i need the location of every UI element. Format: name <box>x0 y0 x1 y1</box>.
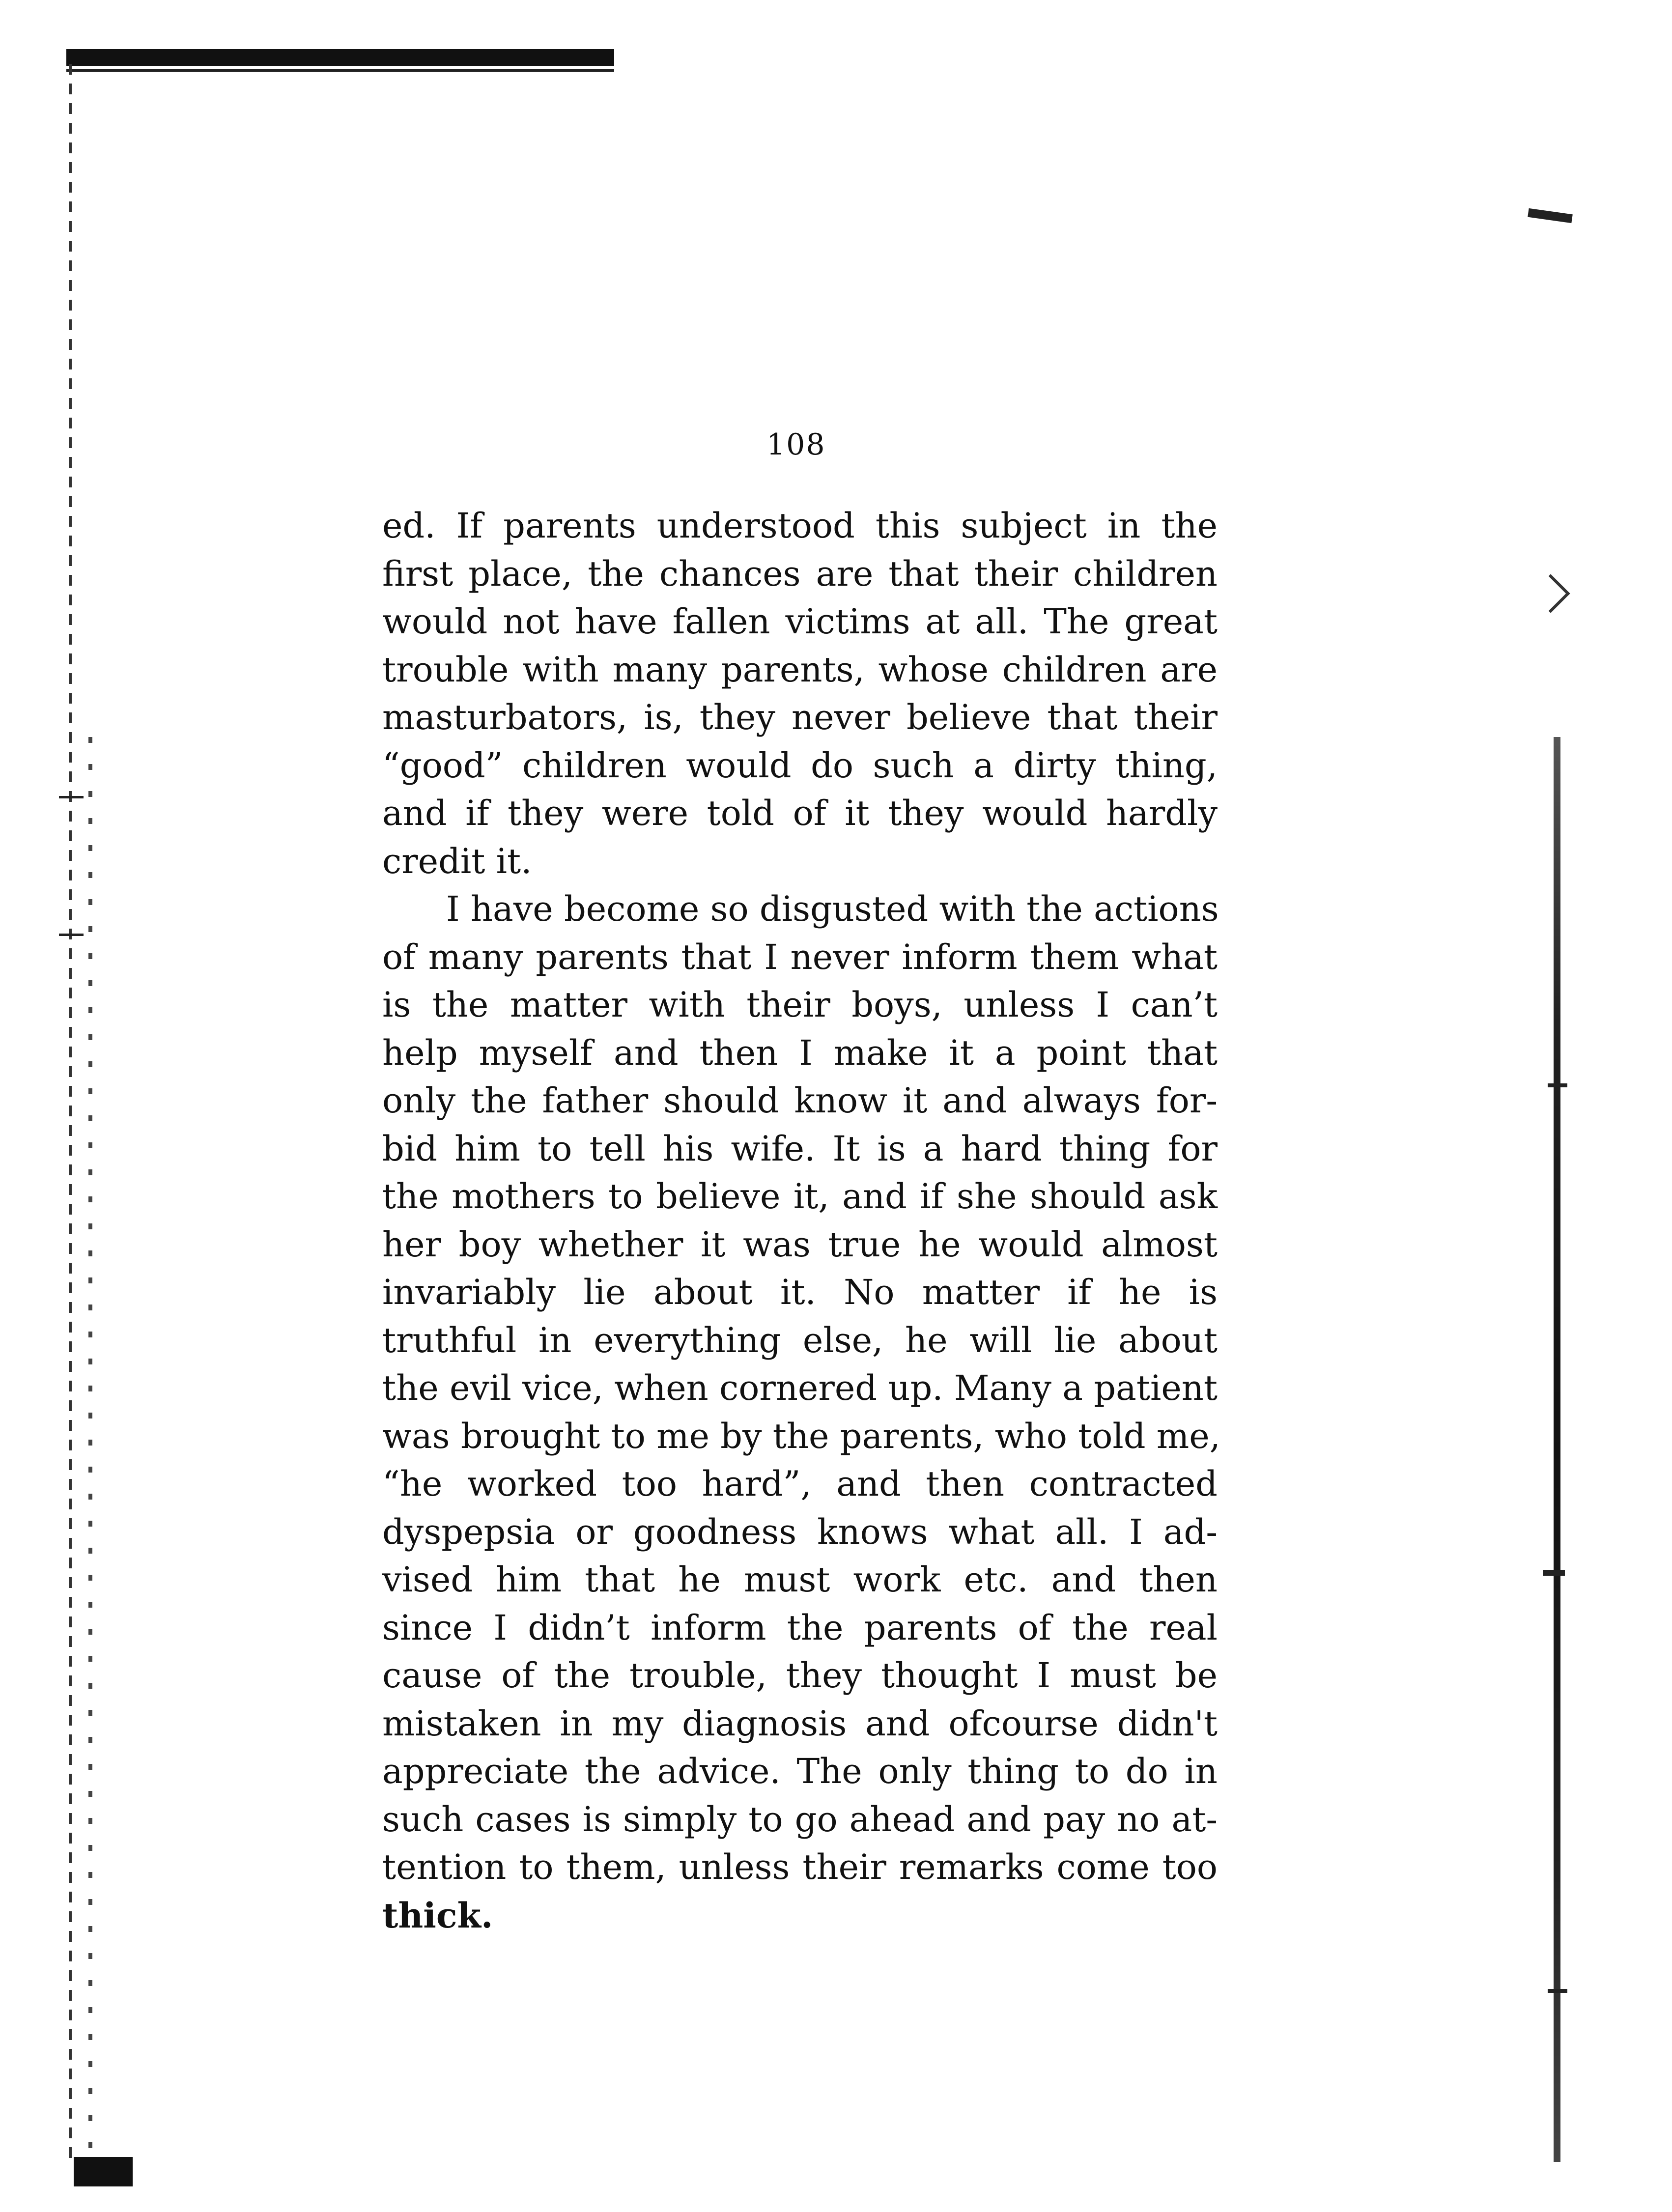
text-line: the evil vice, when cornered up. Many a patient <box>382 1368 1218 1408</box>
left-edge-tick <box>59 796 84 798</box>
text-line: cause of the trouble, they thought I must be <box>382 1655 1218 1696</box>
text-line: vised him that he must work etc. and then <box>382 1560 1218 1600</box>
left-scan-edge-inner <box>88 737 92 2162</box>
text-line: first place, the chances are that their children <box>382 553 1218 594</box>
right-scan-mark-top <box>1528 208 1573 223</box>
text-line: help myself and then I make it a point that <box>382 1032 1218 1073</box>
text-line: of many parents that I never inform them what <box>382 936 1218 977</box>
text-line: since I didn’t inform the parents of the real <box>382 1607 1218 1648</box>
left-edge-tick <box>59 934 84 936</box>
top-rule <box>66 49 614 66</box>
text-line: appreciate the advice. The only thing to do in <box>382 1751 1218 1791</box>
text-line: mistaken in my diagnosis and ofcourse didn't <box>382 1703 1218 1744</box>
text-line: would not have fallen victims at all. The great <box>382 601 1218 642</box>
right-edge-tick <box>1548 1083 1567 1087</box>
text-line: the mothers to believe it, and if she should ask <box>382 1176 1218 1217</box>
text-line: credit it. <box>382 841 532 881</box>
text-line: only the father should know it and always for- <box>382 1080 1218 1121</box>
text-line: such cases is simply to go ahead and pay no at- <box>382 1799 1218 1840</box>
bottom-left-scan-mark <box>74 2157 133 2186</box>
text-line: truthful in everything else, he will lie about <box>382 1320 1218 1361</box>
text-line: bid him to tell his wife. It is a hard thing for <box>382 1128 1218 1169</box>
text-line: invariably lie about it. No matter if he is <box>382 1272 1218 1312</box>
right-edge-tick <box>1543 1570 1565 1576</box>
right-edge-tick <box>1548 1989 1567 1993</box>
text-line: ed. If parents understood this subject in the <box>382 506 1218 546</box>
left-scan-edge <box>69 64 72 2167</box>
right-scan-edge <box>1554 737 1560 2162</box>
page-number: 108 <box>766 427 826 462</box>
text-line: is the matter with their boys, unless I can’t <box>382 985 1218 1025</box>
text-line: thick. <box>382 1895 493 1936</box>
text-line: “good” children would do such a dirty thing, <box>382 745 1218 786</box>
text-line: masturbators, is, they never believe that their <box>382 697 1218 737</box>
text-line: tention to them, unless their remarks come too <box>382 1847 1218 1887</box>
body-text <box>382 502 1218 1939</box>
text-line: “he worked too hard”, and then contracted <box>382 1464 1218 1504</box>
text-line: and if they were told of it they would hardly <box>382 793 1218 833</box>
text-line: trouble with many parents, whose children are <box>382 649 1218 690</box>
right-scan-mark-arrow <box>1531 574 1570 613</box>
text-line: dyspepsia or goodness knows what all. I ad- <box>382 1511 1218 1552</box>
text-line: her boy whether it was true he would almost <box>382 1224 1218 1265</box>
text-line: was brought to me by the parents, who told me, <box>382 1416 1220 1456</box>
paragraph-start-line: I have become so disgusted with the actions <box>446 889 1219 929</box>
